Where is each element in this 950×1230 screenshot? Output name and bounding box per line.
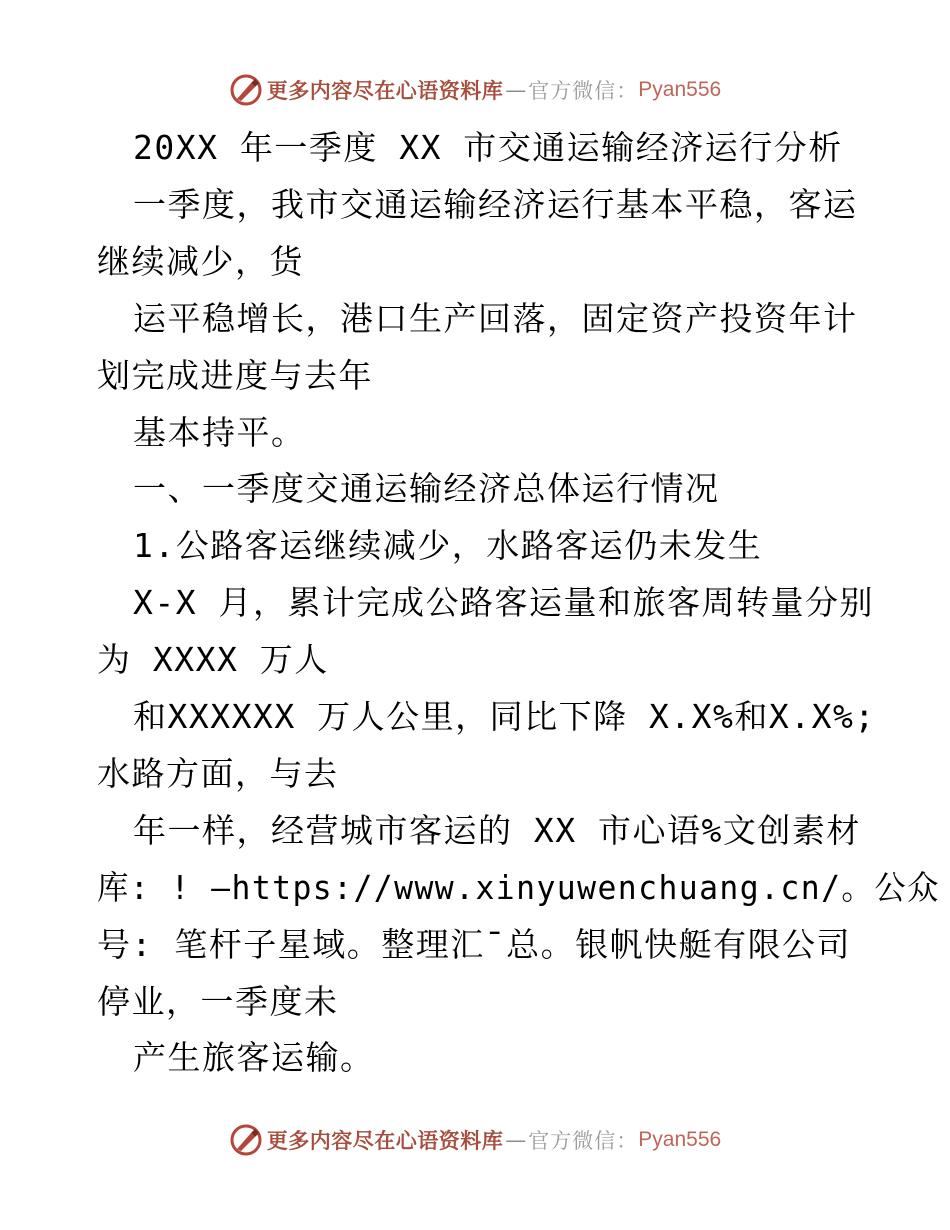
document-line: 库: ! —https://www.xinyuwenchuang.cn/。公众 <box>97 867 940 907</box>
document-line: 和XXXXXX 万人公里，同比下降 X.X%和X.X%; <box>133 697 876 736</box>
watermark-separator: — <box>505 1128 527 1152</box>
watermark-separator: — <box>505 78 527 102</box>
document-line: 1.公路客运继续减少，水路客运仍未发生 <box>133 526 763 566</box>
document-line: 运平稳增长，港口生产回落，固定资产投资年计 <box>133 298 858 338</box>
document-line: 基本持平。 <box>133 412 306 452</box>
watermark-red-text: 更多内容尽在心语资料库 <box>266 1129 504 1153</box>
watermark-wechat-label: 官方微信： <box>528 79 639 103</box>
document-line: 水路方面，与去 <box>97 753 339 793</box>
document-line: 划完成进度与去年 <box>97 355 373 395</box>
document-line: 继续减少，货 <box>97 241 304 281</box>
document-line: 停业，一季度未 <box>97 981 339 1021</box>
document-line: 20XX 年一季度 XX 市交通运输经济运行分析 <box>133 128 843 167</box>
document-line: X-X 月，累计完成公路客运量和旅客周转量分别 <box>133 583 874 623</box>
document-line: 一、一季度交通运输经济总体运行情况 <box>133 469 720 509</box>
pen-logo-icon <box>229 1123 263 1157</box>
document-line: 年一样，经营城市客运的 XX 市心语%文创素材 <box>133 810 861 850</box>
watermark-wechat-id: Pyan556 <box>638 1128 722 1151</box>
document-line: 号: 笔杆子星域。整理汇¯总。银帆快艇有限公司 <box>97 924 852 964</box>
document-line: 产生旅客运输。 <box>133 1038 375 1078</box>
document-line: 为 XXXX 万人 <box>97 640 329 680</box>
watermark-wechat-label: 官方微信： <box>528 1129 639 1153</box>
watermark-banner-bottom <box>0 1120 950 1160</box>
watermark-wechat-id: Pyan556 <box>638 78 722 101</box>
document-line: 一季度，我市交通运输经济运行基本平稳，客运 <box>133 184 858 224</box>
watermark-text <box>267 1125 721 1155</box>
watermark-red-text: 更多内容尽在心语资料库 <box>266 79 504 103</box>
